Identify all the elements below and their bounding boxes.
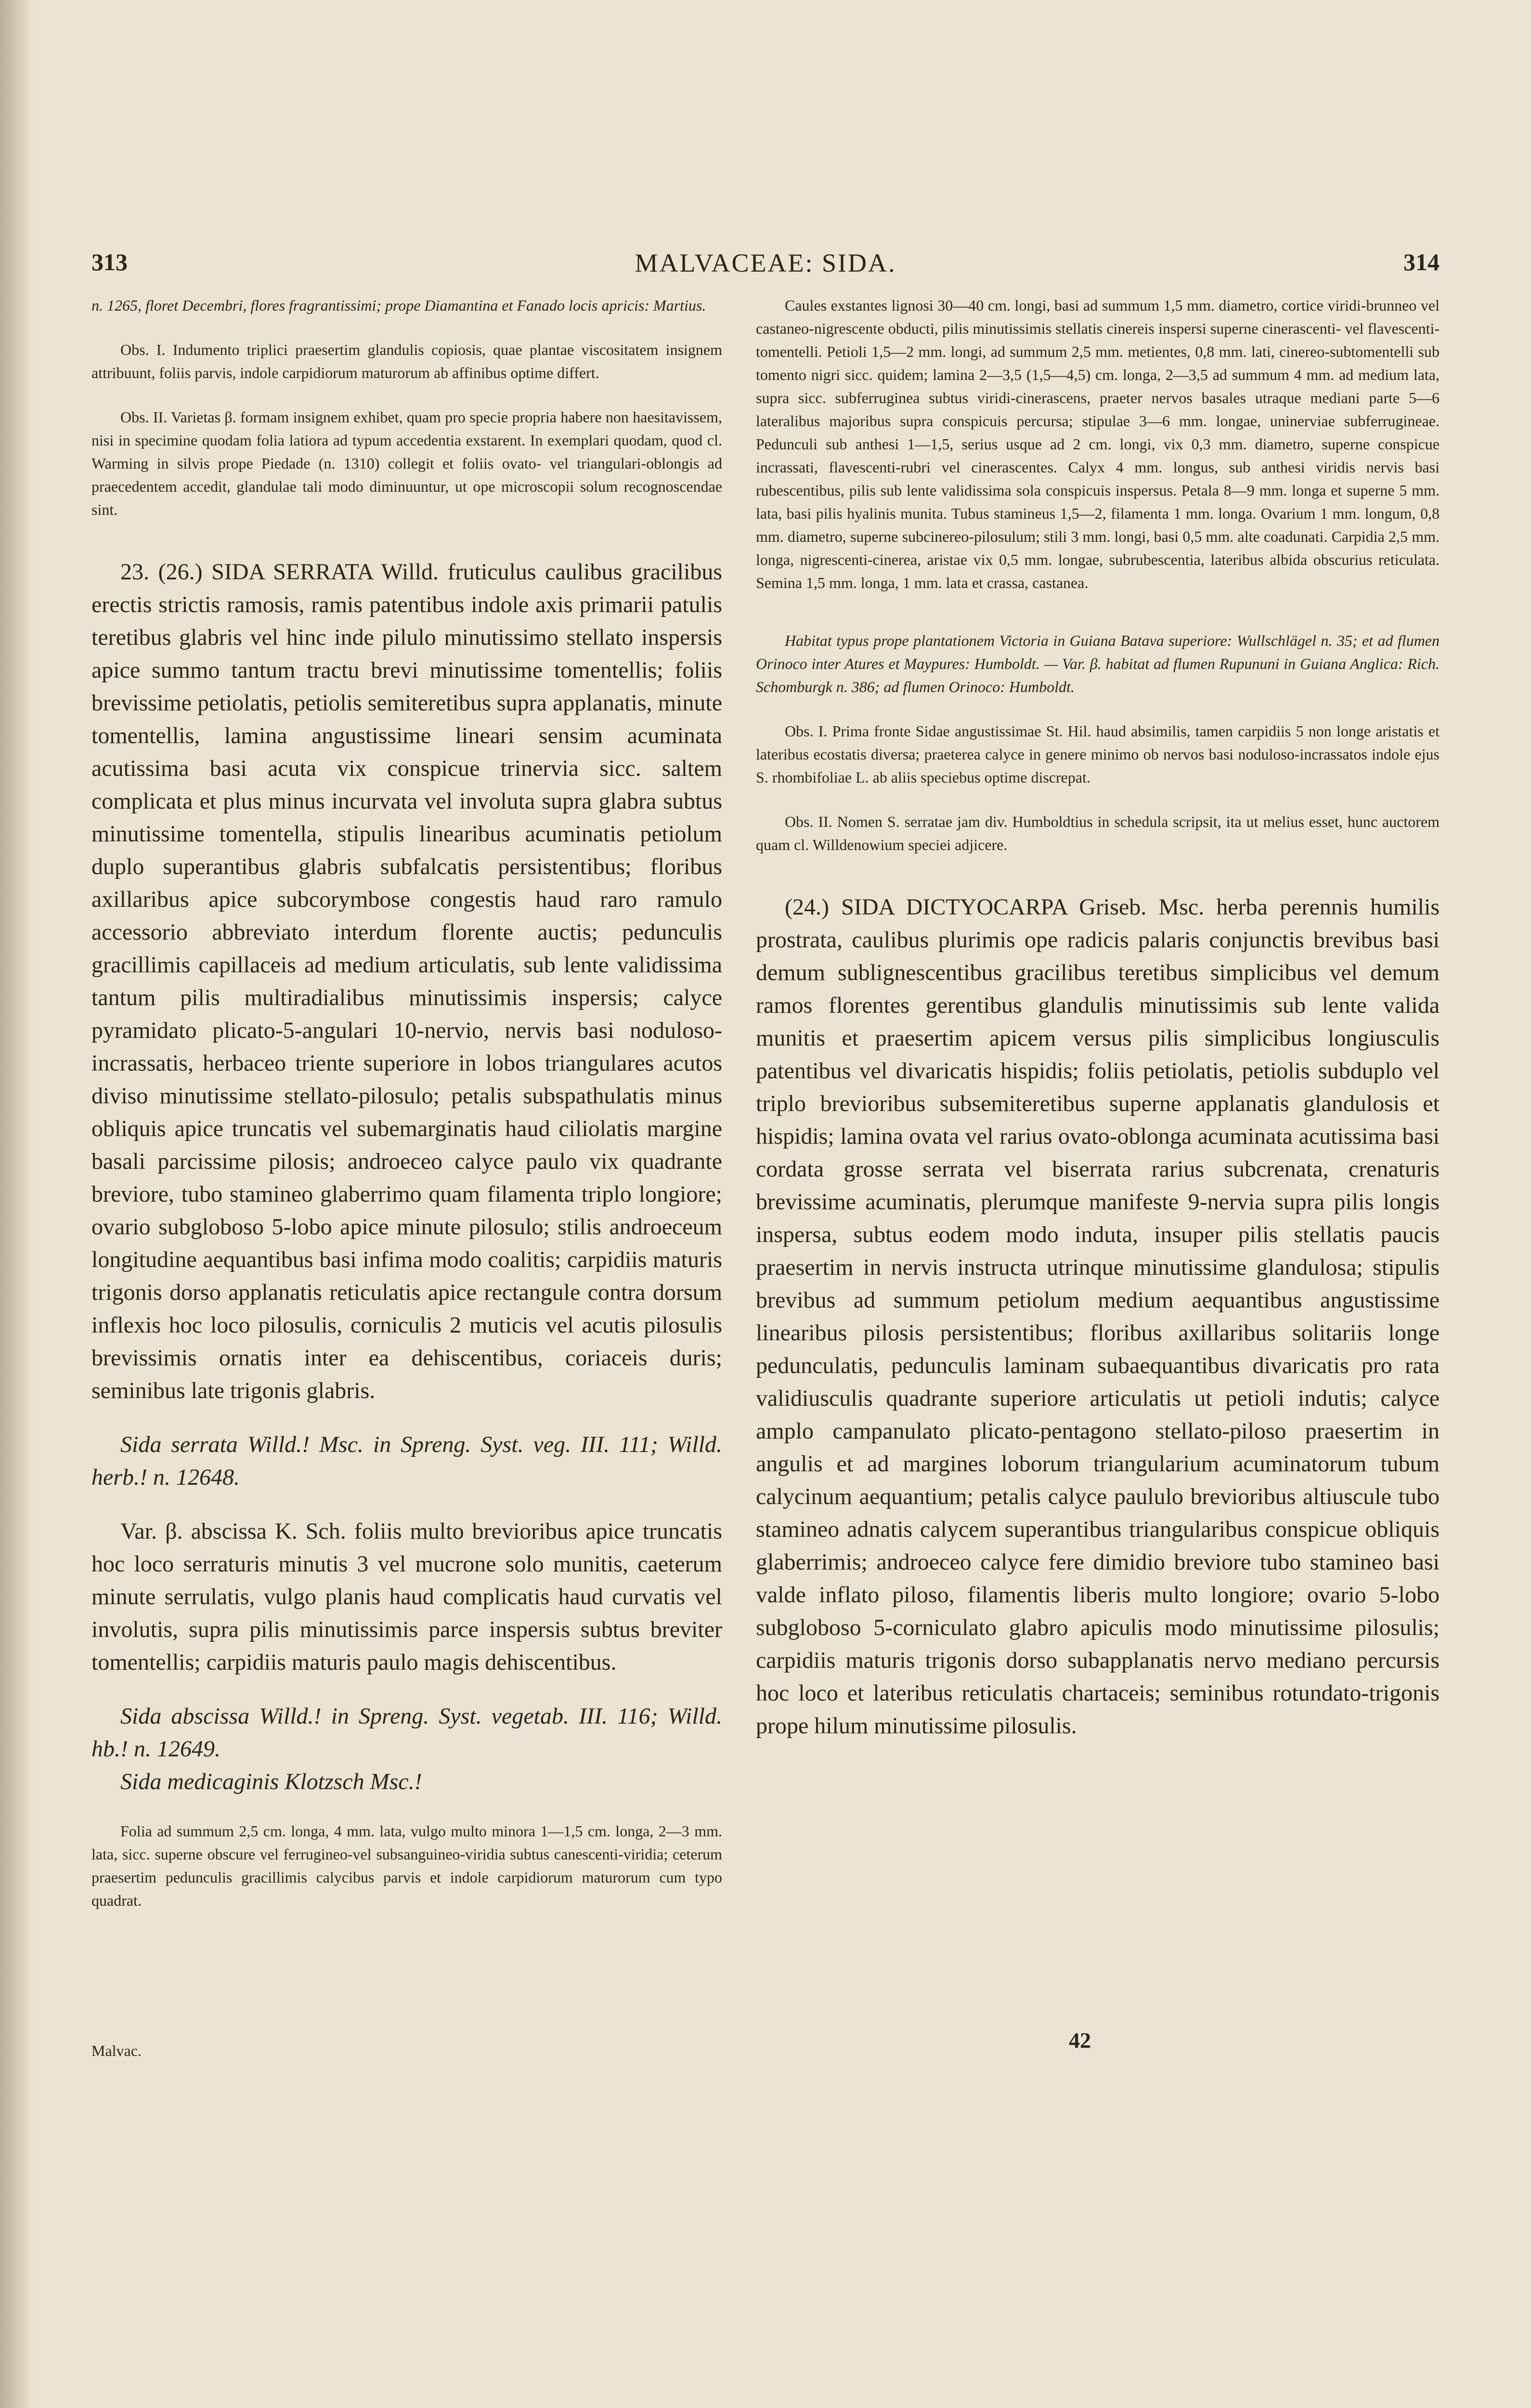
observation-1: Obs. I. Indumento triplici praesertim glandulis copiosis, quae plantae viscositatem insignem attribuunt, foliis parvis, indole carpidiorum maturorum ab affinibus optime differt. xyxy=(91,341,722,381)
page-number-right: 314 xyxy=(1403,249,1440,275)
variety-beta-description: Var. β. abscissa K. Sch. foliis multo brevioribus apice truncatis hoc loco serraturis minutis 3 vel mucrone solo munitis, caeterum minute serrulatis, vulgo planis haud complicatis haud curvatis vel involutis, supra pilis minutissimis parce inspersis subtus breviter tomentellis; carpidiis maturis paulo magis dehiscentibus. xyxy=(91,1518,722,1675)
observation-2-right: Obs. II. Nomen S. serratae jam div. Humboldtius in schedula scripsit, ita ut melius esset, hunc auctorem quam cl. Willdenowium speciei adjicere. xyxy=(756,813,1440,853)
folio-number: 42 xyxy=(1069,2028,1091,2053)
leaf-measurements-note: Folia ad summum 2,5 cm. longa, 4 mm. lata, vulgo multo minora 1—1,5 cm. longa, 2—3 mm. lata, sicc. superne obscure vel ferrugineo-vel subsanguineo-viridia subtus canescenti-viridia; ceterum praesertim pedunculis gracillimis calycibus parvis et indole carpidiorum maturorum cum typo quadrat. xyxy=(91,1822,722,1909)
observation-2: Obs. II. Varietas β. formam insignem exhibet, quam pro specie propria habere non haesitavissem, nisi in specimine quodam folia latiora ad typum accedentia exstarent. In exemplari quodam, quod cl. Warming in silvis prope Piedade (n. 1310) collegit et foliis ovato- vel triangulari-oblongis ad praecedentem accedit, glandulae tali modo diminuuntur, ut ope microscopii solum recognoscendae sint. xyxy=(91,408,722,518)
running-header xyxy=(91,248,1440,287)
signature-mark: Malvac. xyxy=(91,2042,142,2059)
synonym-sida-serrata: Sida serrata Willd.! Msc. in Spreng. Syst. veg. III. 111; Willd. herb.! n. 12648. xyxy=(91,1432,722,1490)
left-column xyxy=(91,294,722,1912)
observation-1-right: Obs. I. Prima fronte Sidae angustissimae St. Hil. haud absimilis, tamen carpidiis 5 non longe aristatis et lateribus ecostatis diversa; praeterea calyce in genere minimo ob nervos basi noduloso-incrassatos indole ejus S. rhombifoliae L. ab aliis speciebus optime discrepat. xyxy=(756,722,1440,786)
right-column xyxy=(756,294,1440,1742)
species-description-sida-dictyocarpa: (24.) SIDA DICTYOCARPA Griseb. Msc. herba perennis humilis prostrata, caulibus plurimis ope radicis palaris conjunctis brevibus basi demum sublignescentibus gracilibus teretibus simplicibus vel demum ramos florentes gerentibus glandulis minutissimis sub lente valida munitis et praesertim apicem versus pilis simplicibus longiusculis patentibus vel divaricatis hispidis; foliis petiolatis, petiolis subduplo vel triplo brevioribus subsemiteretibus superne applanatis glandulosis et hispidis; lamina ovata vel rarius ovato-oblonga acuminata acutissima basi cordata grosse serrata vel biserrata rarius subcrenata, crenaturis brevissime acuminatis, plerumque manifeste 9-nervia supra pilis longis inspersa, subtus eodem modo induta, insuper pilis stellatis paucis praesertim in nervis instructa utrinque minutissime glandulosa; stipulis brevibus ad summum petiolum medium aequantibus angustissime linearibus pilosis persistentibus; floribus axillaribus solitariis longe pedunculatis, pedunculis laminam subaequantibus divaricatis pro rata validiusculis quadrante superiore articulatis ut petioli indutis; calyce amplo campanulato plicato-pentagono stellato-piloso praesertim in angulis et ad margines loborum triangularium acuminatorum tubum calycinum aequantium; petalis calyce paululo brevioribus altiuscule tubo stamineo adnatis calycem superantibus triangularibus conspicue obliquis glaberrimis; androeceo calyce fere dimidio breviore tubo stamineo basi valde inflato piloso, filamentis liberis multo longiore; ovario 5-lobo subgloboso 5-corniculato glabro apiculis modo minutissime pilosulis; carpidiis maturis trigonis dorso subapplanatis nervo mediano percursis hoc loco et lateribus reticulatis chartaceis; seminibus rotundato-trigonis prope hilum minutissime pilosulis. xyxy=(756,894,1440,1739)
species-description-sida-serrata: 23. (26.) SIDA SERRATA Willd. fruticulus caulibus gracilibus erectis strictis ramosis, ramis patentibus indole axis primarii patulis teretibus glabris vel hinc inde pilulo minutissimo stellato inspersis apice summo tantum tractu brevi minutissime tomentellis; foliis brevissime petiolatis, petiolis semiteretibus supra applanatis, minute tomentellis, lamina angustissime lineari sensim acuminata acutissima basi acuta vix conspicue trinervia sicc. saltem complicata et plus minus incurvata vel involuta supra glabra subtus minutissime tomentella, stipulis linearibus acuminatis petiolum duplo superantibus glabris subfalcatis persistentibus; floribus axillaribus apice subcorymbose congestis haud raro ramulo accessorio abbreviato interdum florente auctis; pedunculis gracillimis capillaceis ad medium articulatis, sub lente validissima tantum pilis multiradialibus minutissimis inspersis; calyce pyramidato plicato-5-angulari 10-nervio, nervis basi noduloso-incrassatis, herbaceo triente superiore in lobos triangulares acutos diviso minutissime stellato-pilosulo; petalis subspathulatis minus obliquis apice truncatis vel subemarginatis haud ciliolatis margine basali parcissime pilosis; androeceo calyce paulo vix quadrante breviore, tubo stamineo glaberrimo quam filamenta triplo longiore; ovario subgloboso 5-lobo apice minute pilosulo; stilis androeceum longitudine aequantibus basi infima modo coalitis; carpidiis maturis trigonis dorso applanatis reticulatis apice rectangule contra dorsum inflexis hoc loco pilosulis, corniculis 2 muticis vel acutis pilosulis brevissimis ornatis inter ea dehiscentibus, coriaceis duris; seminibus late trigonis glabris. xyxy=(91,559,722,1403)
stem-measurements: Caules exstantes lignosi 30—40 cm. longi, basi ad summum 1,5 mm. diametro, cortice viridi-brunneo vel castaneo-nigrescente obducti, pilis minutissimis stellatis cinereis inspersi superne cinerascenti- vel flavescenti-tomentelli. Petioli 1,5—2 mm. longi, ad summum 2,5 mm. metientes, 0,8 mm. lati, cinereo-subtomentelli sub tomento nigri sicc. quidem; lamina 2—3,5 (1,5—4,5) cm. longa, 2—3,5 ad summum 4 mm. ad medium lata, supra sicc. subferruginea subtus viridi-cinerascens, praeter nervos basales utraque mediani parte 5—6 lateralibus majoribus supra conspicuis percursa; stipulae 3—6 mm. longae, uninerviae subferrugineae. Pedunculi sub anthesi 1—1,5, serius usque ad 2 cm. longi, vix 0,3 mm. diametro, superne conspicue incrassati, flavescenti-rubri vel cinerascentes. Calyx 4 mm. longus, sub anthesi viridis nervis basi rubescentibus, pilis sub lente validissima sola conspicuis inspersus. Petala 8—9 mm. longa et superne 5 mm. lata, basi pilis hyalinis munita. Tubus stamineus 1,5—2, filamenta 1 mm. longa. Ovarium 1 mm. longum, 0,8 mm. diametro, superne subcinereo-pilosulum; stili 3 mm. longi, basi 0,5 mm. alte coadunati. Carpidia 2,5 mm. longa, nigrescenti-cinerea, aristae vix 0,5 mm. longae, subrubescentia, lateribus albida obscurius reticulata. Semina 1,5 mm. longa, 1 mm. lata et crassa, castanea. xyxy=(756,297,1440,591)
running-title: MALVACEAE: SIDA. xyxy=(635,249,896,277)
habitat-note: Habitat typus prope plantationem Victoria in Guiana Batava superiore: Wullschlägel n. 35; et ad flumen Orinoco inter Atures et Maypures: Humboldt. — Var. β. habitat ad flumen Rupununi in Guiana Anglica: Rich. Schomburgk n. 386; ad flumen Orinoco: Humboldt. xyxy=(756,632,1440,695)
page-gutter-shadow xyxy=(0,0,34,2408)
locality-note: n. 1265, floret Decembri, flores fragrantissimi; prope Diamantina et Fanado locis apricis: Martius. xyxy=(91,297,706,314)
synonym-sida-abscissa: Sida abscissa Willd.! in Spreng. Syst. vegetab. III. 116; Willd. hb.! n. 12649. xyxy=(91,1703,722,1762)
synonym-sida-medicaginis: Sida medicaginis Klotzsch Msc.! xyxy=(120,1769,422,1794)
page-number-left: 313 xyxy=(91,249,128,275)
